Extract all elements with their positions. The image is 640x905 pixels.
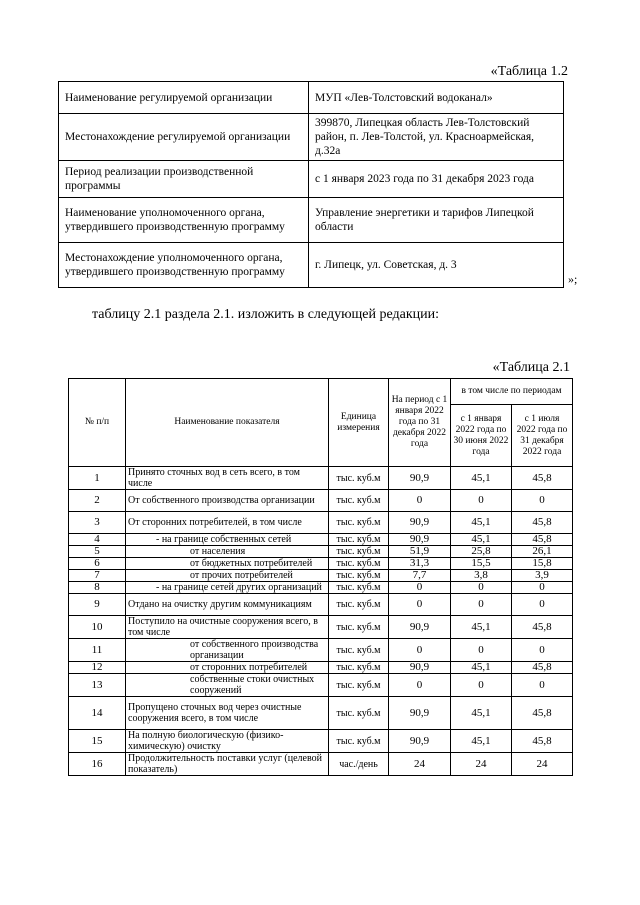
table-row xyxy=(69,467,573,490)
row-total: 90,9 xyxy=(389,467,451,490)
row-number: 16 xyxy=(69,753,126,776)
row-half-1: 45,1 xyxy=(451,697,512,730)
row-name: Поступило на очистные сооружения всего, в том числе xyxy=(126,616,329,639)
row-name: от сторонних потребителей xyxy=(126,662,329,674)
row-name: от населения xyxy=(126,546,329,558)
row-half-1: 45,1 xyxy=(451,467,512,490)
table-row xyxy=(59,198,564,243)
row-name: Пропущено сточных вод через очистные сооружения всего, в том числе xyxy=(126,697,329,730)
row-total: 90,9 xyxy=(389,534,451,546)
row-unit: тыс. куб.м xyxy=(329,512,389,534)
row-unit: тыс. куб.м xyxy=(329,558,389,570)
table-row xyxy=(69,639,573,662)
row-label: Период реализации производственной программы xyxy=(59,161,309,198)
row-value: с 1 января 2023 года по 31 декабря 2023 года xyxy=(309,161,564,198)
table-row xyxy=(69,616,573,639)
row-unit: тыс. куб.м xyxy=(329,639,389,662)
table-row xyxy=(59,161,564,198)
row-total: 0 xyxy=(389,490,451,512)
instruction-text: таблицу 2.1 раздела 2.1. изложить в следующей редакции: xyxy=(92,307,440,322)
table-row xyxy=(69,558,573,570)
row-half-2: 15,8 xyxy=(512,558,573,570)
row-name: - на границе сетей других организаций xyxy=(126,582,329,594)
row-half-1: 0 xyxy=(451,639,512,662)
row-unit: тыс. куб.м xyxy=(329,546,389,558)
row-half-1: 3,8 xyxy=(451,570,512,582)
row-number: 15 xyxy=(69,730,126,753)
row-number: 6 xyxy=(69,558,126,570)
row-total: 0 xyxy=(389,674,451,697)
row-number: 3 xyxy=(69,512,126,534)
row-name: Продолжительность поставки услуг (целевой показатель) xyxy=(126,753,329,776)
table-1-2-closing-mark: »; xyxy=(568,272,578,286)
row-unit: тыс. куб.м xyxy=(329,662,389,674)
header-unit: Единица измерения xyxy=(329,379,389,467)
table-row xyxy=(69,490,573,512)
row-total: 7,7 xyxy=(389,570,451,582)
row-label: Местонахождение уполномоченного органа, утвердившего производственную программу xyxy=(59,243,309,288)
row-number: 13 xyxy=(69,674,126,697)
row-unit: тыс. куб.м xyxy=(329,616,389,639)
row-half-2: 45,8 xyxy=(512,512,573,534)
row-half-1: 45,1 xyxy=(451,512,512,534)
row-total: 24 xyxy=(389,753,451,776)
row-unit: тыс. куб.м xyxy=(329,582,389,594)
row-total: 31,3 xyxy=(389,558,451,570)
row-name: От сторонних потребителей, в том числе xyxy=(126,512,329,534)
row-unit: тыс. куб.м xyxy=(329,674,389,697)
row-half-2: 0 xyxy=(512,490,573,512)
row-number: 10 xyxy=(69,616,126,639)
row-value: 399870, Липецкая область Лев-Толстовский район, п. Лев-Толстой, ул. Красноармейская, д.32а xyxy=(309,114,564,161)
table-row xyxy=(69,534,573,546)
row-name: - на границе собственных сетей xyxy=(126,534,329,546)
row-unit: тыс. куб.м xyxy=(329,594,389,616)
row-total: 0 xyxy=(389,639,451,662)
row-name: На полную биологическую (физико-химическую) очистку xyxy=(126,730,329,753)
row-number: 14 xyxy=(69,697,126,730)
row-total: 0 xyxy=(389,582,451,594)
row-name: от бюджетных потребителей xyxy=(126,558,329,570)
row-number: 2 xyxy=(69,490,126,512)
row-total: 0 xyxy=(389,594,451,616)
row-half-2: 45,8 xyxy=(512,534,573,546)
row-half-2: 0 xyxy=(512,582,573,594)
table-row xyxy=(69,674,573,697)
header-including: в том числе по периодам xyxy=(451,379,573,405)
row-label: Местонахождение регулируемой организации xyxy=(59,114,309,161)
row-half-2: 45,8 xyxy=(512,662,573,674)
row-total: 90,9 xyxy=(389,616,451,639)
row-total: 90,9 xyxy=(389,512,451,534)
row-half-2: 0 xyxy=(512,674,573,697)
table-row xyxy=(69,582,573,594)
header-half-1: с 1 января 2022 года по 30 июня 2022 года xyxy=(451,405,512,467)
row-total: 90,9 xyxy=(389,662,451,674)
row-number: 11 xyxy=(69,639,126,662)
row-half-1: 0 xyxy=(451,594,512,616)
row-unit: тыс. куб.м xyxy=(329,730,389,753)
row-unit: тыс. куб.м xyxy=(329,570,389,582)
header-half-2: с 1 июля 2022 года по 31 декабря 2022 года xyxy=(512,405,573,467)
row-half-2: 24 xyxy=(512,753,573,776)
table-row xyxy=(69,753,573,776)
table-1-2-caption: «Таблица 1.2 xyxy=(490,64,568,79)
row-half-2: 26,1 xyxy=(512,546,573,558)
table-row xyxy=(69,594,573,616)
table-header-row xyxy=(69,379,573,405)
table-row xyxy=(69,730,573,753)
row-half-2: 3,9 xyxy=(512,570,573,582)
table-row xyxy=(59,82,564,114)
table-row xyxy=(59,243,564,288)
row-half-1: 25,8 xyxy=(451,546,512,558)
row-number: 7 xyxy=(69,570,126,582)
row-half-2: 45,8 xyxy=(512,616,573,639)
table-1-2 xyxy=(58,81,564,288)
row-half-1: 45,1 xyxy=(451,662,512,674)
row-total: 90,9 xyxy=(389,697,451,730)
row-number: 8 xyxy=(69,582,126,594)
row-name: от прочих потребителей xyxy=(126,570,329,582)
row-value: МУП «Лев-Толстовский водоканал» xyxy=(309,82,564,114)
row-number: 12 xyxy=(69,662,126,674)
header-name: Наименование показателя xyxy=(126,379,329,467)
row-name: от собственного производства организации xyxy=(126,639,329,662)
row-label: Наименование уполномоченного органа, утвердившего производственную программу xyxy=(59,198,309,243)
row-value: г. Липецк, ул. Советская, д. 3 xyxy=(309,243,564,288)
row-total: 51,9 xyxy=(389,546,451,558)
table-2-1-caption: «Таблица 2.1 xyxy=(492,360,570,375)
table-row xyxy=(69,570,573,582)
table-row xyxy=(69,697,573,730)
row-name: От собственного производства организации xyxy=(126,490,329,512)
row-number: 1 xyxy=(69,467,126,490)
table-row xyxy=(59,114,564,161)
row-unit: тыс. куб.м xyxy=(329,534,389,546)
row-label: Наименование регулируемой организации xyxy=(59,82,309,114)
row-half-1: 24 xyxy=(451,753,512,776)
row-number: 9 xyxy=(69,594,126,616)
row-half-1: 15,5 xyxy=(451,558,512,570)
row-value: Управление энергетики и тарифов Липецкой области xyxy=(309,198,564,243)
table-row xyxy=(69,662,573,674)
row-name: собственные стоки очистных сооружений xyxy=(126,674,329,697)
row-unit: тыс. куб.м xyxy=(329,490,389,512)
table-row xyxy=(69,512,573,534)
row-total: 90,9 xyxy=(389,730,451,753)
table-row xyxy=(69,546,573,558)
row-half-2: 0 xyxy=(512,639,573,662)
row-number: 5 xyxy=(69,546,126,558)
row-half-1: 45,1 xyxy=(451,730,512,753)
row-number: 4 xyxy=(69,534,126,546)
row-half-2: 0 xyxy=(512,594,573,616)
row-name: Принято сточных вод в сеть всего, в том числе xyxy=(126,467,329,490)
row-half-2: 45,8 xyxy=(512,467,573,490)
row-half-1: 0 xyxy=(451,582,512,594)
row-half-1: 45,1 xyxy=(451,616,512,639)
header-period: На период с 1 января 2022 года по 31 декабря 2022 года xyxy=(389,379,451,467)
row-unit: час./день xyxy=(329,753,389,776)
row-name: Отдано на очистку другим коммуникациям xyxy=(126,594,329,616)
row-unit: тыс. куб.м xyxy=(329,697,389,730)
table-2-1 xyxy=(68,378,573,776)
row-half-1: 0 xyxy=(451,674,512,697)
row-half-1: 0 xyxy=(451,490,512,512)
row-half-2: 45,8 xyxy=(512,730,573,753)
header-num: № п/п xyxy=(69,379,126,467)
row-unit: тыс. куб.м xyxy=(329,467,389,490)
row-half-2: 45,8 xyxy=(512,697,573,730)
row-half-1: 45,1 xyxy=(451,534,512,546)
